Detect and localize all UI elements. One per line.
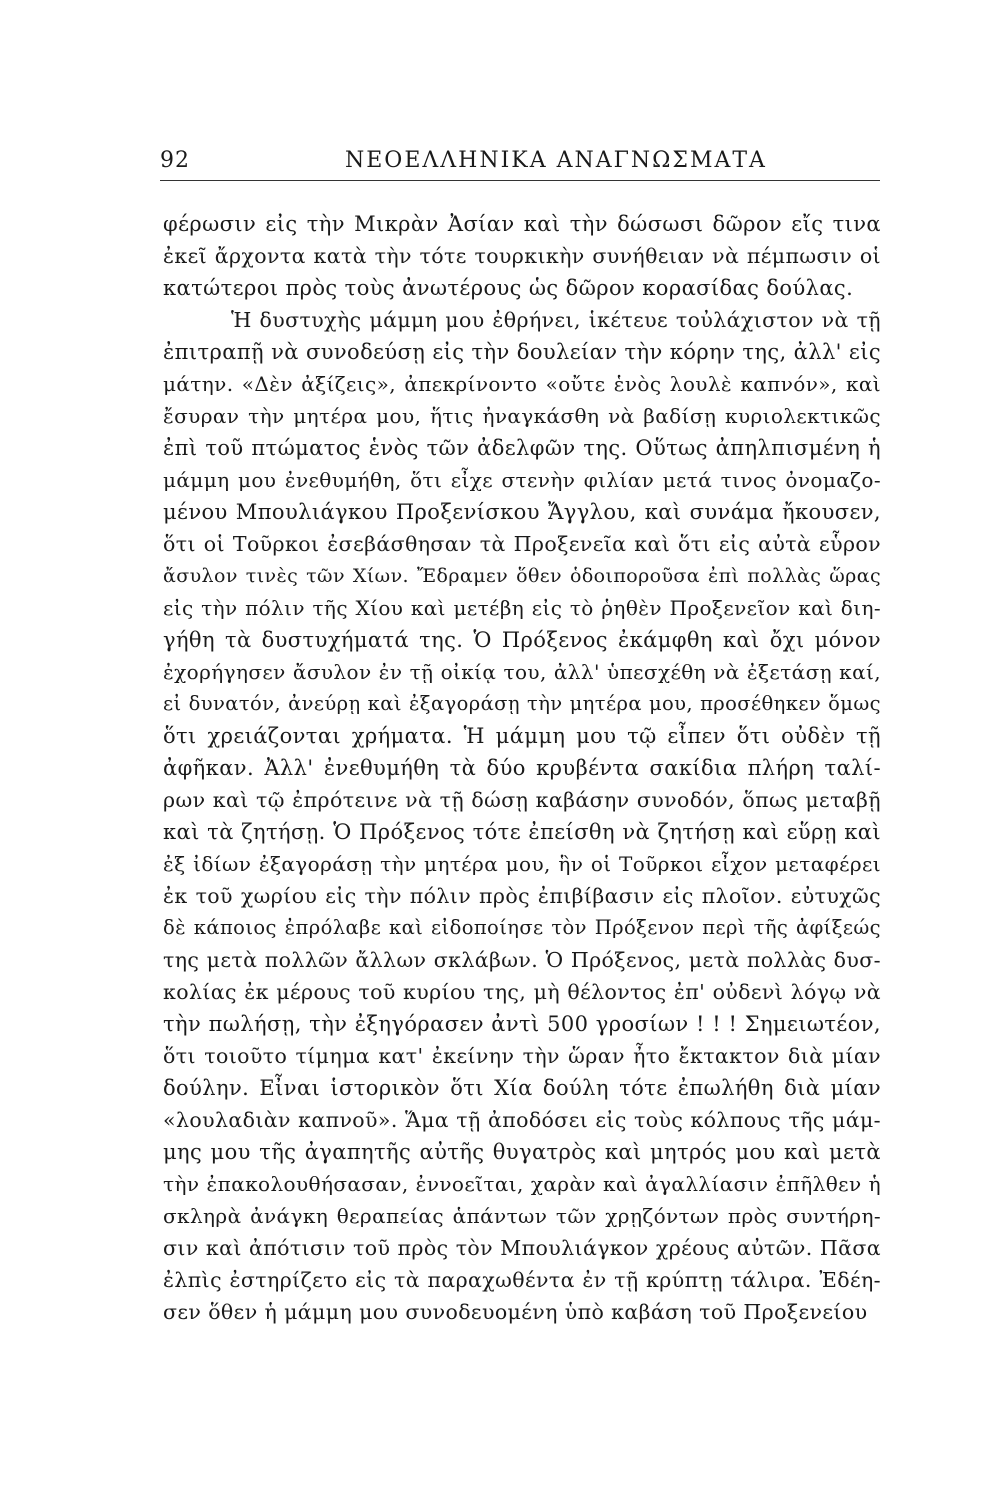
text-line: τὴν ἐπακολουθήσασαν, ἐννοεῖται, χαρὰν καὶ ἀγαλλίασιν ἐπῆλθεν ἡ [163, 1172, 881, 1196]
text-line: της μετὰ πολλῶν ἄλλων σκλάβων. Ὁ Πρόξενος, μετὰ πολλὰς δυσ- [163, 948, 881, 972]
text-line: ὅτι τοιοῦτο τίμημα κατ' ἐκείνην τὴν ὥραν ἦτο ἔκτακτον διὰ μίαν [163, 1044, 881, 1068]
text-line: ἀφῆκαν. Ἀλλ' ἐνεθυμήθη τὰ δύο κρυβέντα σακίδια πλήρη ταλί- [163, 756, 881, 780]
text-line: σιν καὶ ἀπότισιν τοῦ πρὸς τὸν Μπουλιάγκον χρέους αὐτῶν. Πᾶσα [163, 1236, 881, 1260]
text-line: δὲ κάποιος ἐπρόλαβε καὶ εἰδοποίησε τὸν Πρόξενον περὶ τῆς ἀφίξεώς [163, 916, 881, 939]
text-line: σκληρὰ ἀνάγκη θεραπείας ἁπάντων τῶν χρῃζόντων πρὸς συντήρη- [163, 1204, 881, 1228]
text-line: ἐξ ἰδίων ἐξαγοράσῃ τὴν μητέρα μου, ἣν οἱ Τοῦρκοι εἶχον μεταφέρει [163, 852, 881, 876]
text-line: εἰ δυνατόν, ἀνεύρῃ καὶ ἐξαγοράσῃ τὴν μητέρα μου, προσέθηκεν ὅμως [163, 692, 881, 715]
text-line: καὶ τὰ ζητήσῃ. Ὁ Πρόξενος τότε ἐπείσθη νὰ ζητήσῃ καὶ εὕρῃ καὶ [163, 820, 881, 844]
text-line: ἐπιτραπῇ νὰ συνοδεύσῃ εἰς τὴν δουλείαν τὴν κόρην της, ἀλλ' εἰς [163, 340, 881, 364]
text-line: ἐκεῖ ἄρχοντα κατὰ τὴν τότε τουρκικὴν συνήθειαν νὰ πέμπωσιν οἱ [163, 244, 881, 268]
page-header [160, 140, 880, 181]
text-line: ρων καὶ τῷ ἐπρότεινε νὰ τῇ δώσῃ καβάσην συνοδόν, ὅπως μεταβῇ [163, 788, 881, 812]
text-line: ἔσυραν τὴν μητέρα μου, ἥτις ἠναγκάσθη νὰ βαδίσῃ κυριολεκτικῶς [163, 404, 881, 428]
text-line: μάμμη μου ἐνεθυμήθη, ὅτι εἶχε στενὴν φιλίαν μετά τινος ὀνομαζο- [163, 468, 881, 492]
text-line: γήθη τὰ δυστυχήματά της. Ὁ Πρόξενος ἐκάμφθη καὶ ὄχι μόνον [163, 628, 881, 652]
text-line: Ἡ δυστυχὴς μάμμη μου ἐθρήνει, ἱκέτευε τοὐλάχιστον νὰ τῇ [231, 308, 881, 332]
text-line: τὴν πωλήσῃ, τὴν ἐξηγόρασεν ἀντὶ 500 γροσίων ! ! ! Σημειωτέον, [163, 1012, 881, 1036]
text-line: μάτην. «Δὲν ἀξίζεις», ἀπεκρίνοντο «οὔτε ἑνὸς λουλὲ καπνόν», καὶ [163, 372, 881, 396]
text-line: μης μου τῆς ἀγαπητῆς αὐτῆς θυγατρὸς καὶ μητρός μου καὶ μετὰ [163, 1140, 881, 1164]
text-line: ὅτι οἱ Τοῦρκοι ἐσεβάσθησαν τὰ Προξενεῖα καὶ ὅτι εἰς αὐτὰ εὗρον [163, 532, 881, 556]
text-line: κολίας ἐκ μέρους τοῦ κυρίου της, μὴ θέλοντος ἐπ' οὐδενὶ λόγῳ νὰ [163, 980, 881, 1004]
text-line: δούλην. Εἶναι ἱστορικὸν ὅτι Χία δούλη τότε ἐπωλήθη διὰ μίαν [163, 1076, 881, 1100]
text-line: «λουλαδιὰν καπνοῦ». Ἅμα τῇ ἀποδόσει εἰς τοὺς κόλπους τῆς μάμ- [163, 1108, 881, 1132]
text-line: μένου Μπουλιάγκου Προξενίσκου Ἄγγλου, καὶ συνάμα ἤκουσεν, [163, 500, 881, 524]
text-line: εἰς τὴν πόλιν τῆς Χίου καὶ μετέβη εἰς τὸ ῥηθὲν Προξενεῖον καὶ διη- [163, 596, 881, 620]
text-line: ὅτι χρειάζονται χρήματα. Ἡ μάμμη μου τῷ εἶπεν ὅτι οὐδὲν τῇ [163, 724, 881, 748]
body-text [163, 208, 881, 1328]
text-line: ἄσυλον τινὲς τῶν Χίων. Ἔδραμεν ὅθεν ὁδοιποροῦσα ἐπὶ πολλὰς ὥρας [163, 565, 881, 587]
running-title: ΝΕΟΕΛΛΗΝΙΚΑ ΑΝΑΓΝΩΣΜΑΤΑ [345, 148, 767, 173]
text-line: φέρωσιν εἰς τὴν Μικρὰν Ἀσίαν καὶ τὴν δώσωσι δῶρον εἴς τινα [163, 212, 881, 236]
text-line: σεν ὅθεν ἡ μάμμη μου συνοδευομένη ὑπὸ καβάση τοῦ Προξενείου [163, 1300, 868, 1324]
text-line: ἐκ τοῦ χωρίου εἰς τὴν πόλιν πρὸς ἐπιβίβασιν εἰς πλοῖον. εὐτυχῶς [163, 884, 881, 908]
text-line: ἐλπὶς ἐστηρίζετο εἰς τὰ παραχωθέντα ἐν τῇ κρύπτῃ τάλιρα. Ἐδέη- [163, 1268, 881, 1292]
text-line: ἐπὶ τοῦ πτώματος ἑνὸς τῶν ἀδελφῶν της. Οὕτως ἀπηλπισμένη ἡ [163, 436, 881, 460]
page-number: 92 [160, 148, 190, 173]
text-line: κατώτεροι πρὸς τοὺς ἀνωτέρους ὡς δῶρον κορασίδας δούλας. [163, 276, 854, 300]
text-line: ἐχορήγησεν ἄσυλον ἐν τῇ οἰκίᾳ του, ἀλλ' ὑπεσχέθη νὰ ἐξετάσῃ καί, [163, 660, 881, 684]
